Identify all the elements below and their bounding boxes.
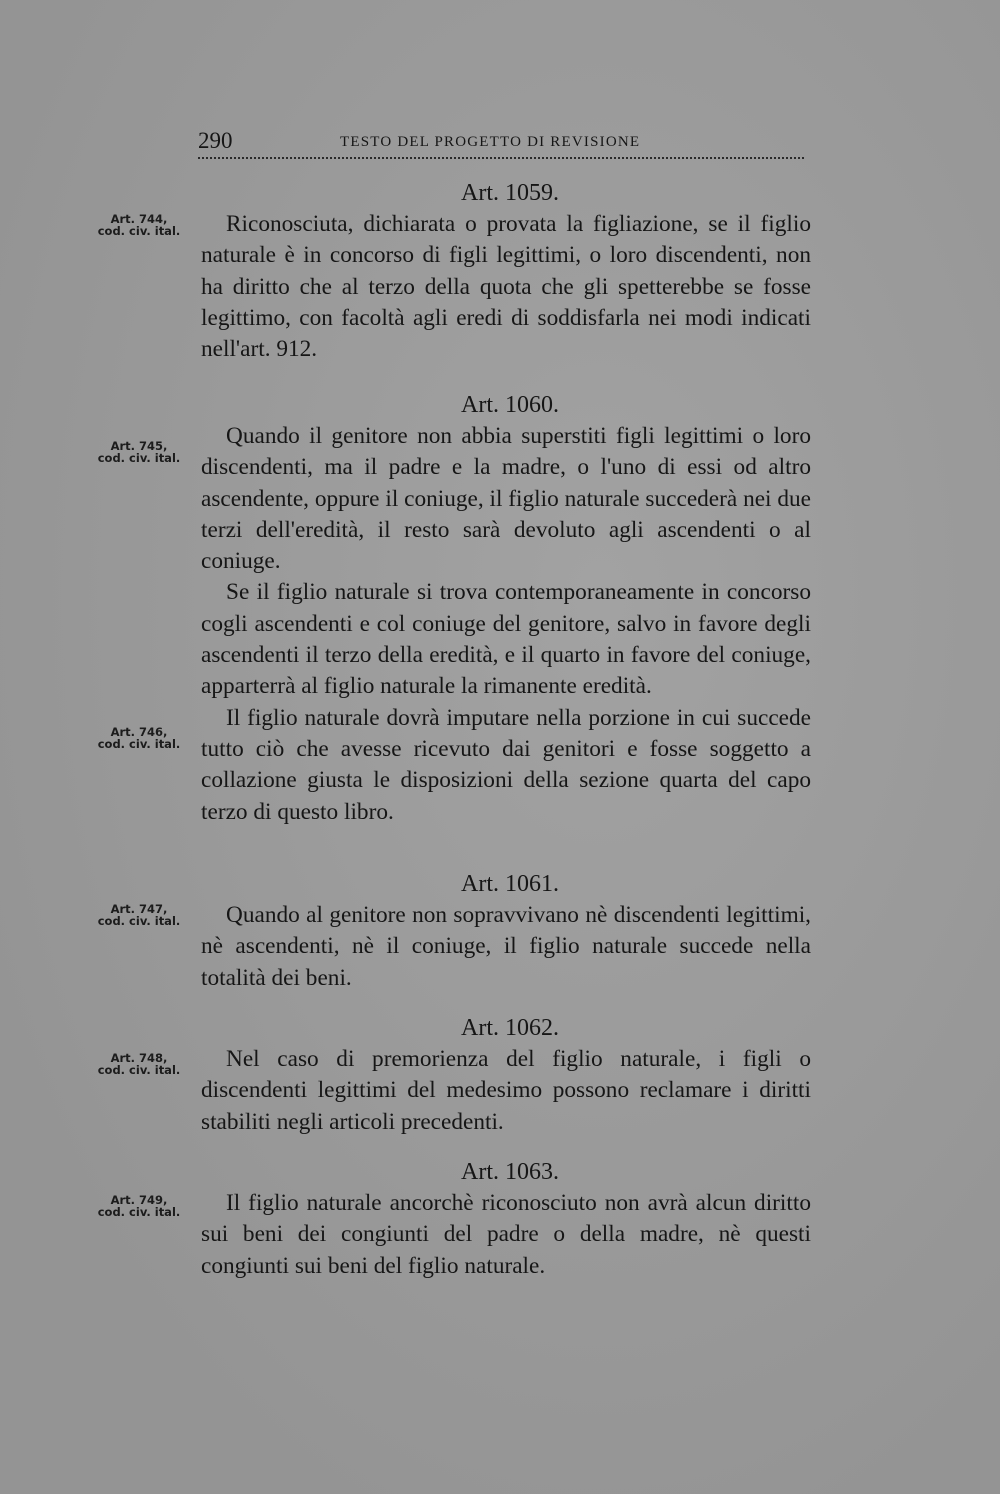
article-1061 (201, 869, 811, 994)
margin-note-code: cod. civ. ital. (97, 451, 181, 465)
article-1062 (201, 1013, 811, 1138)
margin-note-code: cod. civ. ital. (97, 914, 181, 928)
margin-note-art-744 (84, 213, 194, 237)
article-title: Art. 1061. (461, 871, 559, 897)
article-1063 (201, 1157, 811, 1282)
running-title: TESTO DEL PROGETTO DI REVISIONE (340, 134, 641, 150)
margin-note-art-748 (84, 1052, 194, 1076)
margin-note-art-745 (84, 440, 194, 464)
article-paragraph: Se il figlio naturale si trova contemporaneamente in concorso cogli ascendenti e col coniuge del genitore, salvo in favore degli ascendenti il terzo della eredità, e il quarto in favore del coniuge, apparterrà al figlio naturale la rimanente eredità. (201, 579, 811, 700)
margin-note-art-749 (84, 1194, 194, 1218)
header-rule (198, 157, 804, 159)
article-paragraph: Il figlio naturale dovrà imputare nella porzione in cui succede tutto ciò che avesse ricevuto dai genitori e fosse soggetto a collazione giusta le disposizioni della sezione quarta del capo terzo di questo libro. (201, 704, 811, 825)
article-paragraph: Riconosciuta, dichiarata o provata la figliazione, se il figlio naturale è in concorso di figli legittimi, o loro discendenti, non ha diritto che al terzo della quota che gli spetterebbe se fosse legittimo, con facoltà agli eredi di soddisfarla nei modi indicati nell'art. 912. (201, 211, 811, 363)
margin-note-article: Art. 746, (110, 725, 168, 739)
article-1060 (201, 390, 811, 828)
margin-note-article: Art. 748, (110, 1051, 168, 1065)
article-paragraph: Quando il genitore non abbia superstiti figli legittimi o loro discendenti, ma il padre e la madre, o l'uno di essi od altro ascendente, oppure il coniuge, il figlio naturale succederà nei due terzi dell'eredità, il resto sarà devoluto agli ascendenti o al coniuge. (201, 423, 811, 575)
margin-note-code: cod. civ. ital. (97, 737, 181, 751)
page-number: 290 (198, 128, 233, 153)
article-title: Art. 1063. (461, 1159, 559, 1185)
margin-note-code: cod. civ. ital. (97, 1063, 181, 1077)
margin-note-article: Art. 745, (110, 439, 168, 453)
article-paragraph: Il figlio naturale ancorchè riconosciuto non avrà alcun diritto sui beni dei congiunti del padre o della madre, nè questi congiunti sui beni del figlio naturale. (201, 1190, 811, 1279)
margin-note-art-746 (84, 726, 194, 750)
margin-note-article: Art. 744, (110, 212, 168, 226)
margin-note-article: Art. 747, (110, 902, 168, 916)
margin-note-code: cod. civ. ital. (97, 224, 181, 238)
article-paragraph: Quando al genitore non sopravvivano nè discendenti legittimi, nè ascendenti, nè il coniuge, il figlio naturale succede nella totalità dei beni. (201, 902, 811, 991)
article-title: Art. 1060. (461, 392, 559, 418)
margin-note-code: cod. civ. ital. (97, 1205, 181, 1219)
article-title: Art. 1062. (461, 1015, 559, 1041)
article-title: Art. 1059. (461, 180, 559, 206)
page-header (198, 128, 804, 158)
margin-note-article: Art. 749, (110, 1193, 168, 1207)
article-paragraph: Nel caso di premorienza del figlio naturale, i figli o discendenti legittimi del medesimo possono reclamare i diritti stabiliti negli articoli precedenti. (201, 1046, 811, 1135)
margin-note-art-747 (84, 903, 194, 927)
article-1059 (201, 178, 811, 365)
